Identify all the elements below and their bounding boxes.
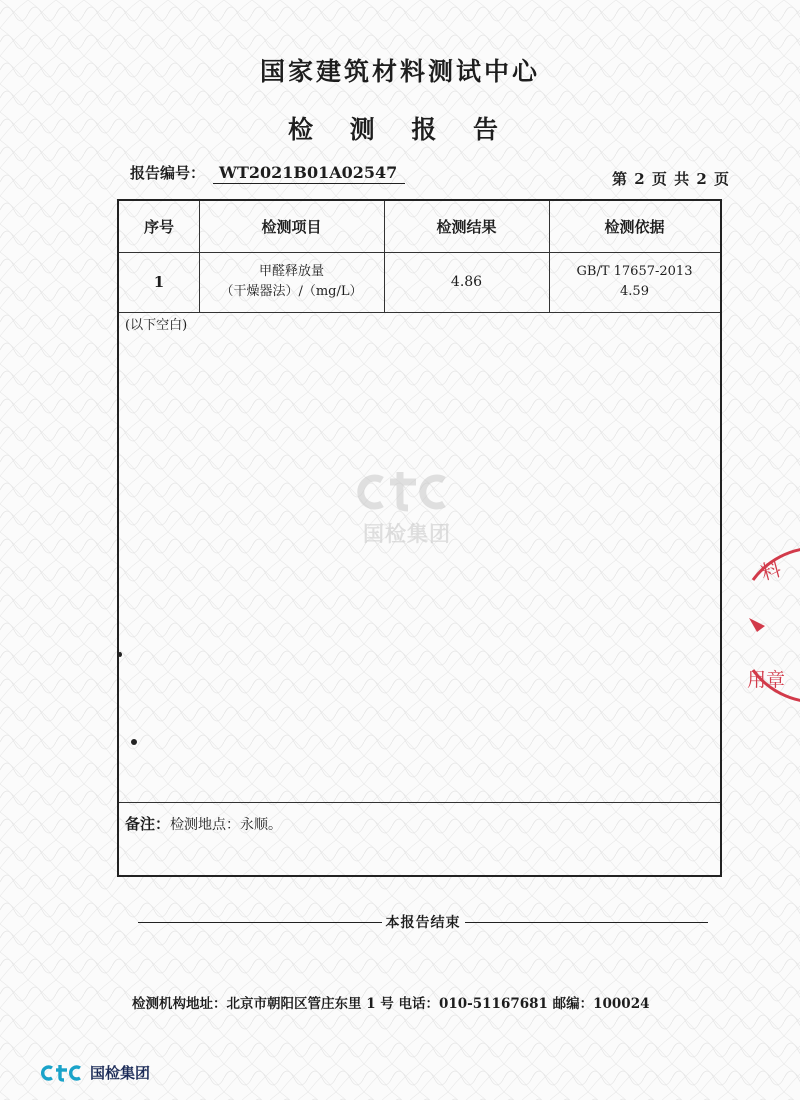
table-rule	[119, 802, 720, 803]
page-counter: 第 2 页 共 2 页	[612, 170, 730, 188]
ctc-watermark-logo-icon	[352, 468, 462, 514]
remarks	[125, 813, 282, 834]
footer-logo	[40, 1062, 150, 1083]
row-basis-value: 4.59	[620, 284, 649, 299]
lab-address: 检测机构地址：北京市朝阳区管庄东里 1 号 电话：010-51167681 邮编：100024	[132, 996, 650, 1012]
seal-stamp-icon	[735, 540, 800, 710]
column-header-item: 检测项目	[261, 218, 322, 236]
watermark	[342, 468, 472, 548]
row-result: 4.86	[450, 274, 483, 290]
results-table	[117, 199, 722, 877]
end-rule-left	[138, 922, 382, 923]
row-item-name: 甲醛释放量	[258, 264, 324, 279]
organization-title: 国家建筑材料测试中心	[259, 57, 540, 86]
scan-speck	[118, 652, 122, 657]
row-index: 1	[153, 273, 165, 291]
report-number	[130, 162, 405, 184]
seal-text-bottom: 用章	[747, 669, 786, 691]
watermark-company: 国检集团	[363, 522, 451, 546]
report-title: 检 测 报 告	[287, 115, 513, 144]
end-text: 本报告结束	[385, 915, 461, 931]
report-number-value: WT2021B01A02547	[213, 163, 405, 184]
column-header-result: 检测结果	[436, 218, 497, 236]
row-basis-standard: GB/T 17657-2013	[576, 264, 693, 279]
column-header-basis: 检测依据	[604, 218, 665, 236]
table-rule	[119, 312, 720, 313]
remarks-text: 检测地点：永顺。	[170, 817, 283, 833]
footer-logo-name: 国检集团	[90, 1064, 151, 1082]
report-number-label: 报告编号：	[130, 164, 206, 182]
ctc-logo-icon	[40, 1063, 86, 1083]
row-basis	[549, 252, 720, 312]
column-header-index: 序号	[143, 218, 174, 236]
end-rule-right	[465, 922, 709, 923]
remarks-label: 备注：	[125, 815, 171, 833]
row-item	[199, 252, 384, 312]
row-item-method: （干燥器法）/（mg/L）	[220, 284, 363, 299]
scan-speck	[131, 739, 137, 745]
end-of-report	[138, 912, 708, 932]
seal-text-top: 料	[758, 556, 784, 585]
blank-note: (以下空白)	[125, 318, 188, 333]
